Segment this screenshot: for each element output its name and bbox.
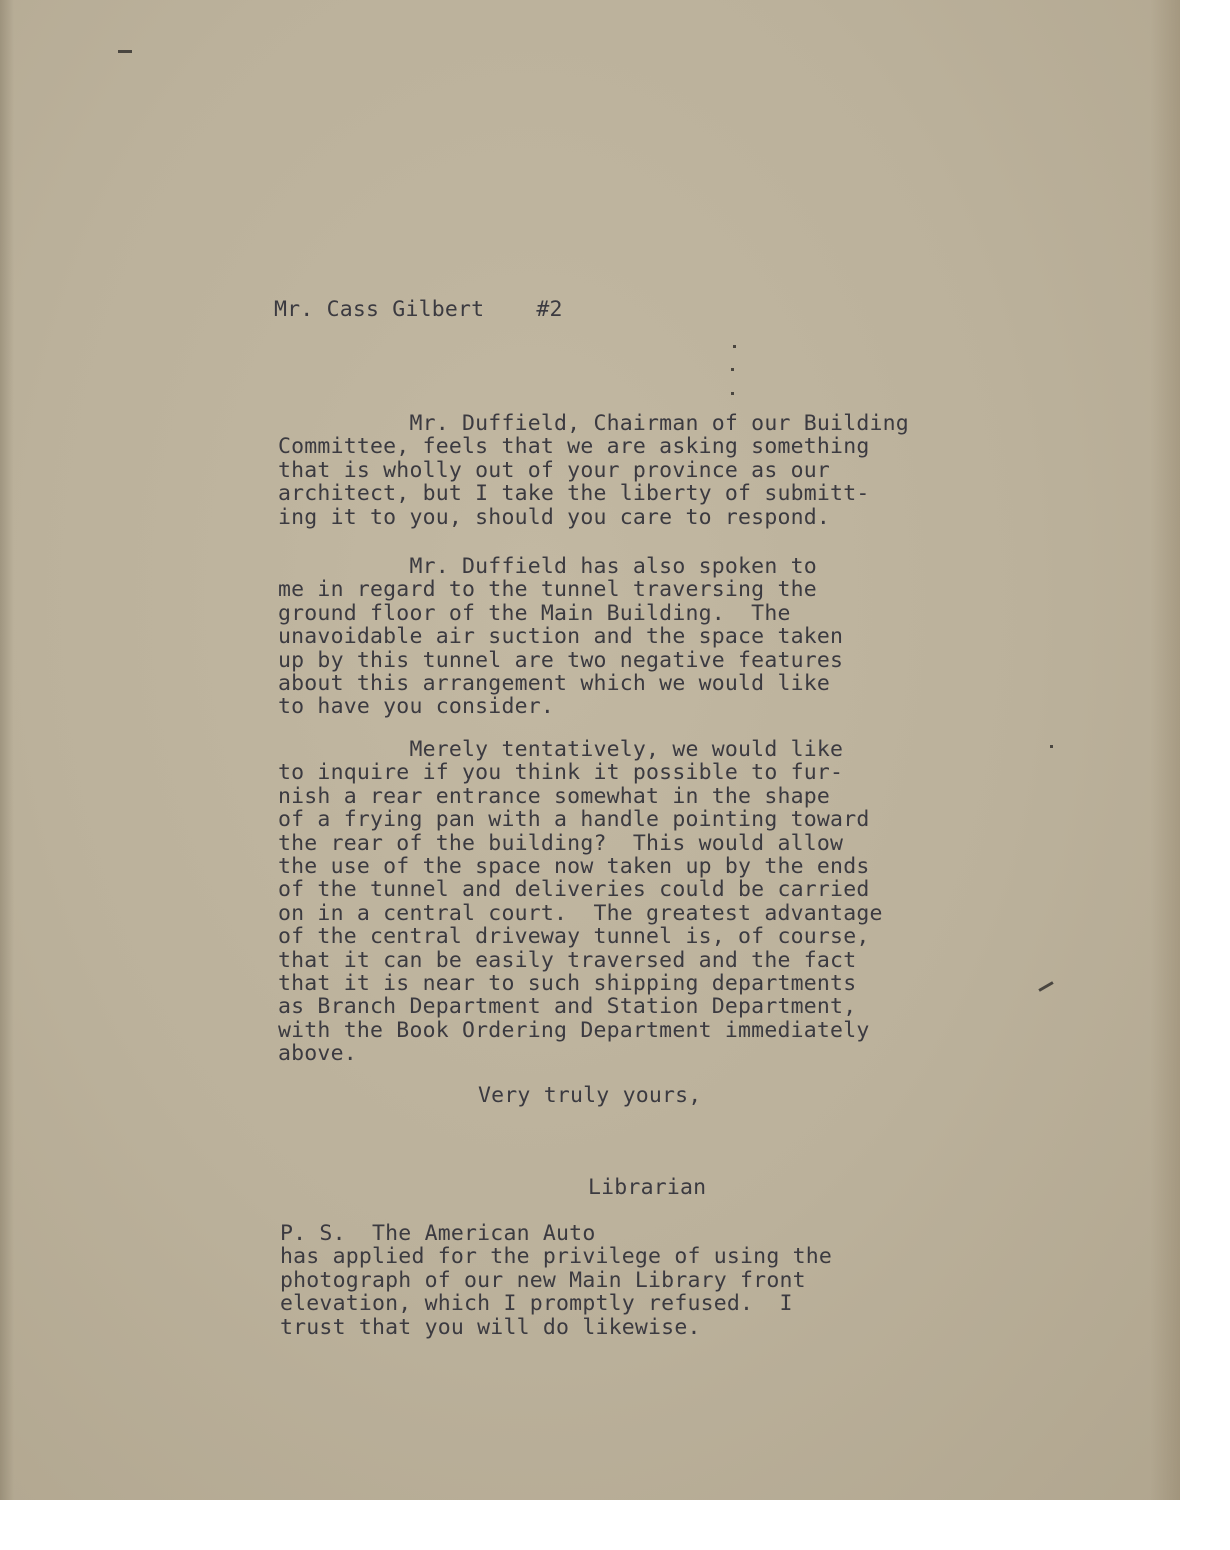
text-line: elevation, which I promptly refused. I: [280, 1291, 793, 1317]
text-line: Mr. Duffield has also spoken to: [278, 554, 817, 579]
text-line: ground floor of the Main Building. The: [278, 600, 791, 626]
text-line: nish a rear entrance somewhat in the shape: [278, 783, 831, 809]
text-line: with the Book Ordering Department immediately: [278, 1017, 870, 1043]
text-line: trust that you will do likewise.: [280, 1314, 701, 1340]
text-line: me in regard to the tunnel traversing the: [278, 577, 817, 603]
text-line: that it can be easily traversed and the fact: [278, 947, 857, 973]
text-line: that it is near to such shipping departments: [278, 971, 857, 997]
text-line: up by this tunnel are two negative features: [278, 647, 844, 673]
ink-speck: [1050, 745, 1053, 748]
text-line: of the central driveway tunnel is, of course,: [278, 924, 870, 950]
text-line: unavoidable air suction and the space taken: [278, 624, 844, 650]
ink-speck: [118, 50, 132, 53]
text-line: architect, but I take the liberty of submitt-: [278, 481, 870, 507]
check-mark: [1038, 981, 1053, 992]
ink-speck: [731, 392, 734, 395]
text-line: Mr. Duffield, Chairman of our Building: [278, 411, 909, 436]
text-line: about this arrangement which we would like: [278, 671, 831, 697]
letter-header: [274, 298, 563, 321]
text-line: above.: [278, 1041, 357, 1067]
recipient-name: Mr. Cass Gilbert: [274, 297, 485, 322]
postscript: [280, 1222, 832, 1339]
page-number: #2: [536, 297, 563, 322]
text-line: has applied for the privilege of using the: [280, 1244, 833, 1270]
text-line: photograph of our new Main Library front: [280, 1267, 806, 1293]
paragraph-3: [278, 738, 883, 1066]
text-line: the use of the space now taken up by the ends: [278, 854, 870, 880]
signature-title: Librarian: [588, 1175, 707, 1200]
complimentary-closing: Very truly yours,: [478, 1083, 702, 1108]
text-line: ing it to you, should you care to respond.: [278, 504, 831, 530]
paragraph-2: [278, 555, 843, 719]
text-line: the rear of the building? This would allow: [278, 830, 844, 856]
text-line: as Branch Department and Station Department,: [278, 994, 857, 1020]
text-line: of a frying pan with a handle pointing toward: [278, 807, 870, 833]
text-line: Committee, feels that we are asking something: [278, 434, 870, 460]
paragraph-1: [278, 412, 909, 529]
text-line: to inquire if you think it possible to fur-: [278, 760, 844, 786]
text-line: on in a central court. The greatest advantage: [278, 900, 883, 926]
ink-speck: [733, 345, 736, 348]
text-line: of the tunnel and deliveries could be carried: [278, 877, 870, 903]
text-line: P. S. The American Auto: [280, 1221, 596, 1246]
text-line: Merely tentatively, we would like: [278, 737, 844, 762]
text-line: to have you consider.: [278, 694, 555, 720]
scan-margin: [0, 1500, 1230, 1550]
text-line: that is wholly out of your province as our: [278, 457, 831, 483]
ink-speck: [731, 368, 734, 371]
paper-left-edge-shadow: [0, 0, 14, 1500]
